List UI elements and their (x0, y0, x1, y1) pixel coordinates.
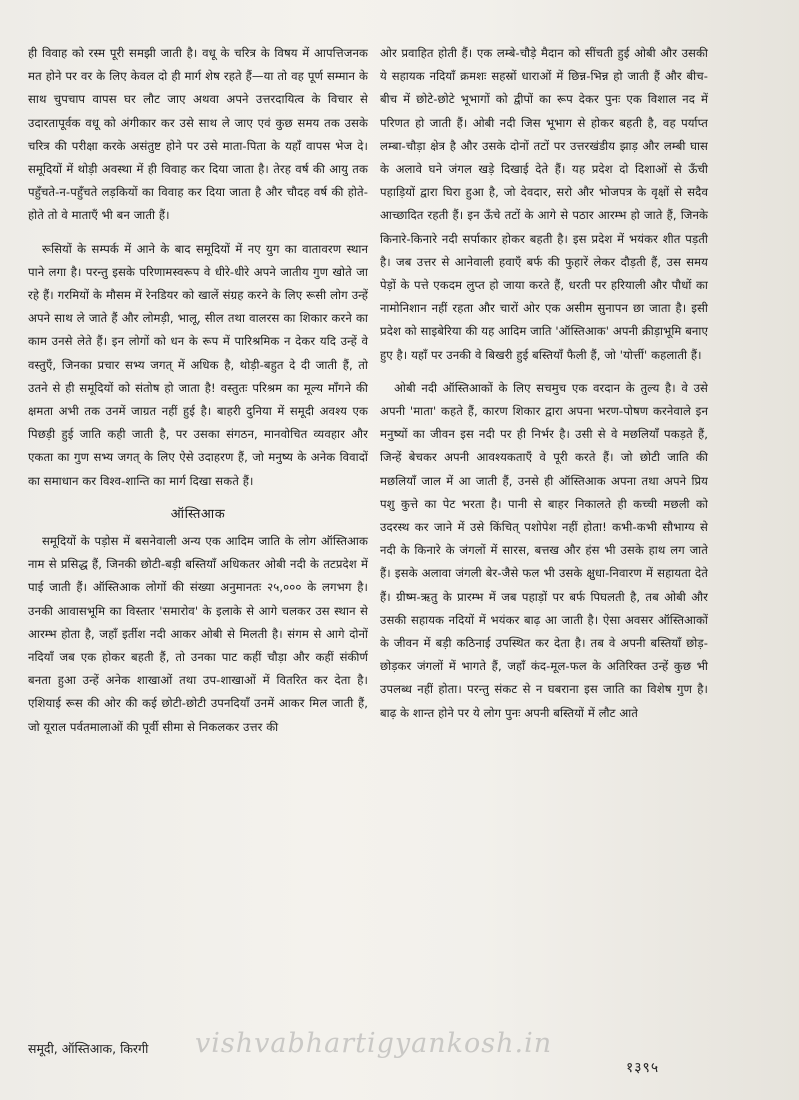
left-column (28, 42, 368, 749)
page-number: १३९५ (626, 1060, 660, 1076)
left-paragraph-1: ही विवाह को रस्म पूरी समझी जाती है। वधू के चरित्र के विषय में आपत्तिजनक मत होने पर वर के लिए केवल दो ही मार्ग शेष रहते हैं—या तो वह पूर्ण सम्मान के साथ चुपचाप वापस घर लौट जाए अथवा अपने उत्तरदायित्व के विचार से उदारतापूर्वक वधू को अंगीकार कर उसे साथ ले जाए एवं कुछ समय तक उसके चरित्र की परीक्षा करके असंतुष्ट होने पर उसे माता-पिता के यहाँ वापस भेज दे। समूदियों में थोड़ी अवस्था में ही विवाह कर दिया जाता है। तेरह वर्ष की आयु तक पहुँचते-न-पहुँचते लड़कियों का विवाह कर दिया जाता है और चौदह वर्ष की होते-होते तो वे माताएँ भी बन जाती हैं। (28, 46, 368, 223)
section-heading: ऑस्तिआक (170, 506, 226, 522)
right-paragraph-1: ओर प्रवाहित होती हैं। एक लम्बे-चौड़े मैदान को सींचती हुई ओबी और उसकी ये सहायक नदियाँ क्रमशः सहस्रों धाराओं में छिन्न-भिन्न हो जाती हैं और बीच-बीच में छोटे-छोटे भूभागों को द्वीपों का रूप देकर पुनः एक विशाल नद में परिणत हो जाती हैं। ओबी नदी जिस भूभाग से होकर बहती है, वह पर्याप्त लम्बा-चौड़ा क्षेत्र है और उसके दोनों तटों पर उत्तरखंडीय झाड़ और लम्बी घास के अलावे घने जंगल खड़े दिखाई देते हैं। यह प्रदेश दो दिशाओं से ऊँची पहाड़ियों द्वारा घिरा हुआ है, जो देवदार, सरो और भोजपत्र के वृक्षों से सदैव आच्छादित रहती हैं। इन ऊँचे तटों के आगे से पठार आरम्भ हो जाते हैं, जिनके किनारे-किनारे नदी सर्पाकार होकर बहती है। इस प्रदेश में भयंकर शीत पड़ती है। जब उत्तर से आनेवाली हवाएँ बर्फ की फुहारें लेकर दौड़ती हैं, उस समय पेड़ों के पत्ते एकदम लुप्त हो जाया करते हैं, धरती पर हरियाली और पौधों का नामोनिशान नहीं रहता और चारों ओर एक असीम सुनापन छा जाता है। इसी प्रदेश को साइबेरिया की यह आदिम जाति 'ऑस्तिआक' अपनी क्रीड़ाभूमि बनाए हुए है। यहाँ पर उनकी वे बिखरी हुई बस्तियाँ फैली हैं, जो 'योर्त्ती' कहलाती हैं। (380, 46, 708, 362)
right-paragraph-2: ओबी नदी ऑस्तिआकों के लिए सचमुच एक वरदान के तुल्य है। वे उसे अपनी 'माता' कहते हैं, कारण शिकार द्वारा अपना भरण-पोषण करनेवाले इन मनुष्यों का जीवन इस नदी पर ही निर्भर है। उसी से वे मछलियाँ पकड़ते हैं, जिन्हें बेचकर अपनी आवश्यकताएँ वे पूरी करते हैं। जो छोटी जाति की मछलियाँ जाल में आ जाती हैं, उनसे ही ऑस्तिआक अपना तथा अपने प्रिय पशु कुत्ते का पेट भरता है। पानी से बाहर निकालते ही कच्ची मछली को उदरस्थ कर जाने में उसे किंचित् पशोपेश नहीं होता! कभी-कभी सौभाग्य से नदी के किनारे के जंगलों में सारस, बत्तख और हंस भी उसके हाथ लग जाते हैं। इसके अलावा जंगली बेर-जैसे फल भी उसके क्षुधा-निवारण में सहायता देते हैं। ग्रीष्म-ऋतु के प्रारम्भ में जब पहाड़ों पर बर्फ पिघलती है, तब ओबी और उसकी सहायक नदियों में भयंकर बाढ़ आ जाती है। ऐसा अवसर ऑस्तिआकों के जीवन में बड़ी कठिनाई उपस्थित कर देता है। तब वे अपनी बस्तियाँ छोड़-छोड़कर जंगलों में भागते हैं, जहाँ कंद-मूल-फल के अतिरिक्त उन्हें कुछ भी उपलब्ध नहीं होता। परन्तु संकट से न घबराना इस जाति का विशेष गुण है। बाढ़ के शान्त होने पर ये लोग पुनः अपनी बस्तियों में लौट आते (380, 380, 708, 720)
running-title: समूदी, ऑस्तिआक, किरगी (28, 1041, 149, 1056)
right-column (380, 42, 708, 735)
left-paragraph-3: समूदियों के पड़ोस में बसनेवाली अन्य एक आदिम जाति के लोग ऑस्तिआक नाम से प्रसिद्ध हैं, जिनकी छोटी-बड़ी बस्तियाँ अधिकतर ओबी नदी के तटप्रदेश में पाई जाती हैं। ऑस्तिआक लोगों की संख्या अनुमानतः २५,००० के लगभग है। उनकी आवासभूमि का विस्तार 'समारोव' के इलाके से आगे चलकर उस स्थान से आरम्भ होता है, जहाँ इर्तीश नदी आकर ओबी से मिलती है। संगम से आगे दोनों नदियाँ जब एक होकर बहती हैं, तो उनका पाट कहीं चौड़ा और कहीं संकीर्ण बनता हुआ उन्हें अनेक शाखाओं तथा उप-शाखाओं में वितरित कर देता है। एशियाई रूस की ओर की कई छोटी-छोटी उपनदियाँ उनमें आकर मिल जाती हैं, जो यूराल पर्वतमालाओं की पूर्वी सीमा से निकलकर उत्तर की (28, 534, 368, 734)
watermark: vishvabhartigyankosh.in (195, 1028, 553, 1059)
left-paragraph-2: रूसियों के सम्पर्क में आने के बाद समूदियों में नए युग का वातावरण स्थान पाने लगा है। परन्तु इसके परिणामस्वरूप वे धीरे-धीरे अपने जातीय गुण खोते जा रहे हैं। गरमियों के मौसम में रेनडियर को खालें संग्रह करने के लिए रूसी लोग उन्हें अपने साथ ले जाते हैं और लोमड़ी, भालू, सील तथा वालरस का शिकार करने का काम उनसे लेते हैं। इन लोगों को धन के रूप में पारिश्रमिक न देकर यदि उन्हें वे वस्तुएँ, जिनका प्रचार सभ्य जगत् में अधिक है, थोड़ी-बहुत दे दी जाती हैं, तो उतने से ही समूदियों को संतोष हो जाता है! वस्तुतः परिश्रम का मूल्य माँगने की क्षमता अभी तक उनमें जाग्रत नहीं हुई है। बाहरी दुनिया में समूदी अवश्य एक पिछड़ी हुई जाति कही जाती है, पर उसका संगठन, मानवोचित व्यवहार और एकता का गुण सभ्य जगत् के लिए ऐसे उदाहरण हैं, जो मनुष्य के अनेक विवादों का समाधान कर विश्व-शान्ति का मार्ग दिखा सकते हैं। (28, 241, 368, 488)
